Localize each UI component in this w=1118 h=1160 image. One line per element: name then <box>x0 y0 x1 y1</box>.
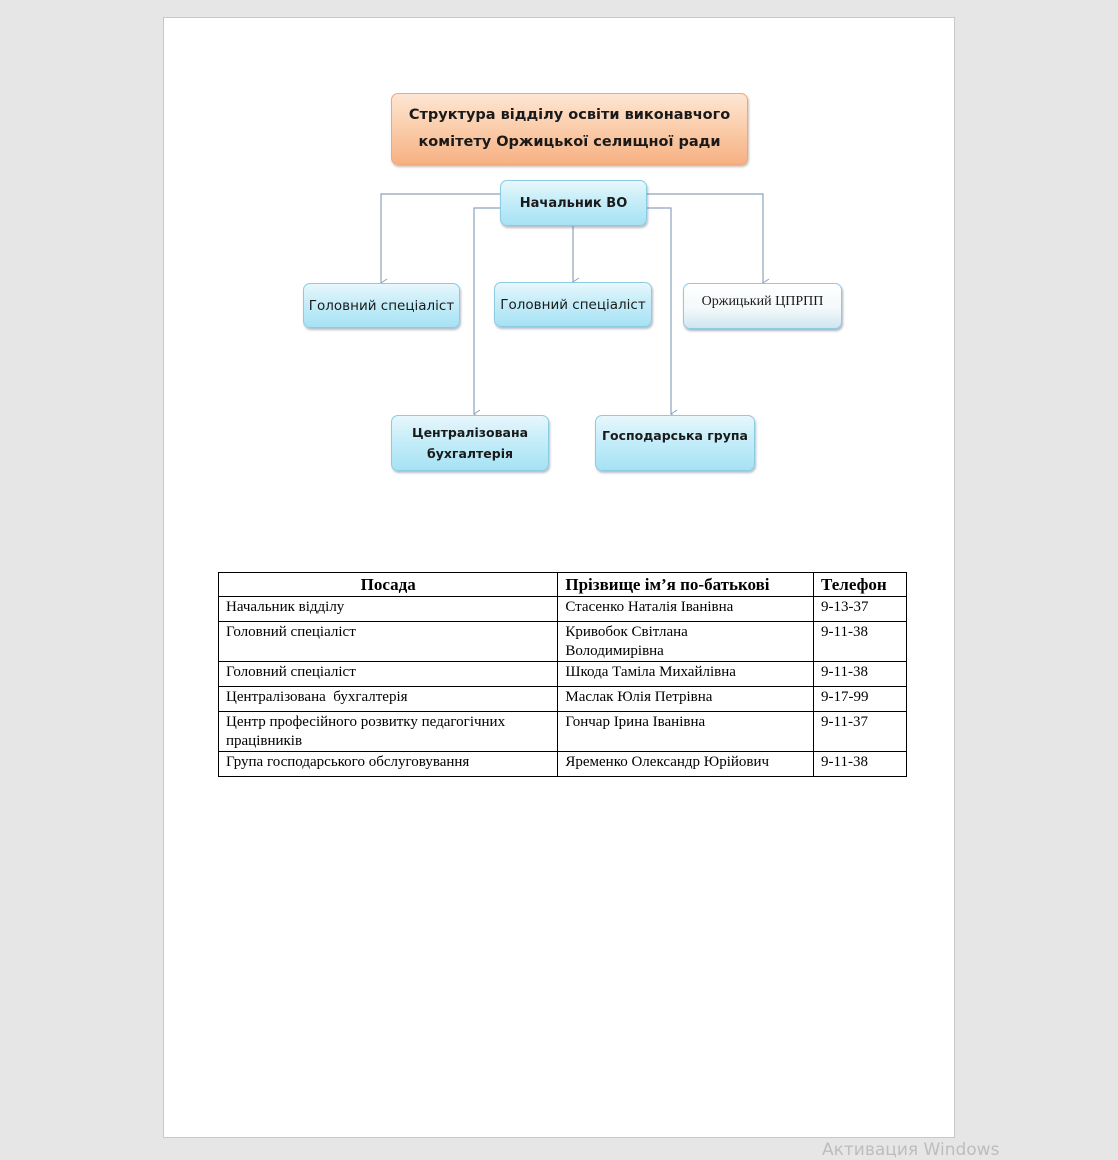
org-node-label: Головний спеціаліст <box>308 297 455 314</box>
table-row <box>219 597 907 622</box>
cell-name: Яременко Олександр Юрійович <box>558 752 814 777</box>
cell-position: Централізована бухгалтерія <box>219 687 558 712</box>
org-chart-title-line2: комітету Оржицької селищної ради <box>418 134 721 150</box>
column-header-position: Посада <box>219 573 558 597</box>
cell-phone: 9-17-99 <box>814 687 907 712</box>
table-row <box>219 622 907 662</box>
org-node-maintenance-group <box>595 415 755 471</box>
org-node-centralized-accounting <box>391 415 549 471</box>
staff-table <box>218 572 907 777</box>
cell-name: Стасенко Наталія Іванівна <box>558 597 814 622</box>
cell-name: Кривобок Світлана Володимирівна <box>558 622 814 662</box>
org-node-label-line2: бухгалтерія <box>426 446 514 461</box>
table-row <box>219 712 907 752</box>
org-node-label: Начальник ВО <box>519 195 628 211</box>
cell-position: Начальник відділу <box>219 597 558 622</box>
cell-name: Шкода Таміла Михайлівна <box>558 662 814 687</box>
cell-phone: 9-11-38 <box>814 662 907 687</box>
cell-name: Гончар Ірина Іванівна <box>558 712 814 752</box>
table-row <box>219 662 907 687</box>
org-node-label: Головний спеціаліст <box>500 296 646 313</box>
windows-activation-watermark: Активация Windows <box>822 1140 1000 1160</box>
org-node-chief-specialist-1 <box>303 283 460 328</box>
org-node-chief-specialist-2 <box>494 282 652 327</box>
org-node-cprpp <box>683 283 842 329</box>
column-header-phone: Телефон <box>814 573 907 597</box>
cell-phone: 9-11-38 <box>814 622 907 662</box>
org-node-label: Оржицький ЦПРПП <box>701 294 824 309</box>
cell-phone: 9-11-38 <box>814 752 907 777</box>
org-node-label: Господарська група <box>602 428 748 443</box>
cell-position: Головний спеціаліст <box>219 662 558 687</box>
cell-phone: 9-11-37 <box>814 712 907 752</box>
org-node-label-line1: Централізована <box>411 425 529 440</box>
cell-position: Головний спеціаліст <box>219 622 558 662</box>
cell-position: Група господарського обслуговування <box>219 752 558 777</box>
org-chart-title <box>391 93 748 165</box>
table-row <box>219 752 907 777</box>
column-header-name: Прізвище ім’я по-батькові <box>558 573 814 597</box>
org-chart-title-line1: Структура відділу освіти виконавчого <box>408 107 731 123</box>
cell-phone: 9-13-37 <box>814 597 907 622</box>
table-row <box>219 687 907 712</box>
org-node-head-of-department <box>500 180 647 226</box>
cell-position: Центр професійного розвитку педагогічних працівників <box>219 712 558 752</box>
table-header-row <box>219 573 907 597</box>
cell-name: Маслак Юлія Петрівна <box>558 687 814 712</box>
